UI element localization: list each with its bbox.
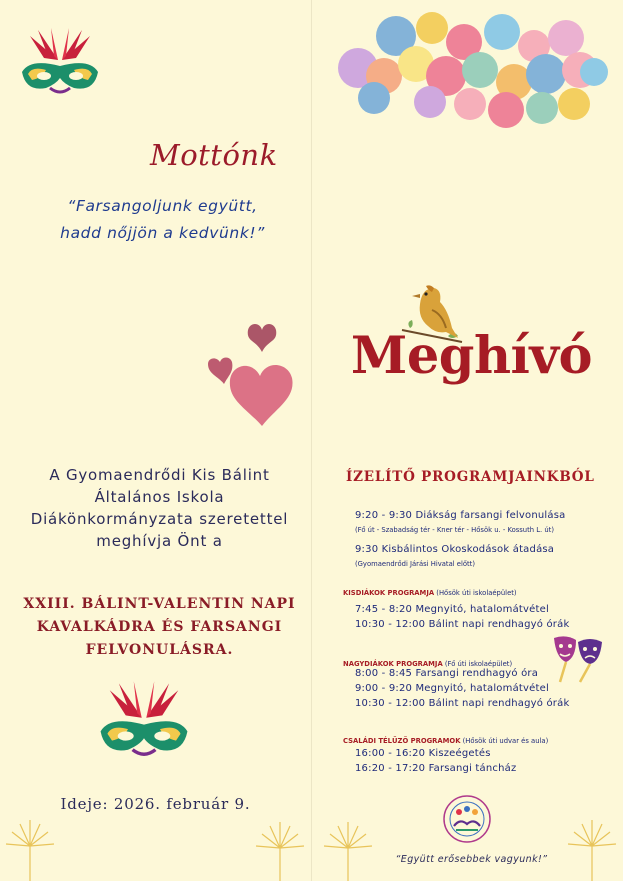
event-line-2: KAVALKÁDRA ÉS FARSANGI xyxy=(36,619,283,635)
invitation-line-2: Általános Iskola xyxy=(94,488,225,506)
invitation-line-4: meghívja Önt a xyxy=(96,532,223,550)
invitation-line-3: Diákönkormányzata szeretettel xyxy=(30,510,289,528)
event-name xyxy=(12,593,307,662)
section-name: CSALÁDI TÉLŰZŐ PROGRAMOK xyxy=(343,737,461,745)
section-name: KISDIÁKOK PROGRAMJA xyxy=(343,589,435,597)
slogan: “Együtt erősebbek vagyunk!” xyxy=(395,854,548,865)
program-item: 9:20 - 9:30 Diákság farsangi felvonulása xyxy=(355,510,566,521)
program-heading: ÍZELÍTŐ PROGRAMJAINKBÓL xyxy=(346,469,595,485)
invitation-text xyxy=(12,464,307,552)
program-item: 16:00 - 16:20 Kiszeégetés xyxy=(355,748,491,759)
section-place: (Hősök úti udvar és aula) xyxy=(462,737,549,745)
event-line-3: FELVONULÁSRA. xyxy=(85,642,234,658)
program-item: 8:00 - 8:45 Farsangi rendhagyó óra xyxy=(355,668,539,679)
section-name: NAGYDIÁKOK PROGRAMJA xyxy=(343,660,443,668)
page-title: Meghívó xyxy=(350,326,593,386)
program-item: 10:30 - 12:00 Bálint napi rendhagyó órák xyxy=(355,698,570,709)
motto-text xyxy=(30,193,295,247)
program-item-note: (Gyomaendrődi Járási Hivatal előtt) xyxy=(355,560,476,568)
section-place: (Fő úti iskolaépület) xyxy=(444,660,513,668)
invitation-line-1: A Gyomaendrődi Kis Bálint xyxy=(49,466,270,484)
theatre-masks-icon xyxy=(552,632,604,684)
section-heading-kisdiakok xyxy=(343,589,517,597)
hearts-icon xyxy=(200,318,300,430)
event-date: Ideje: 2026. február 9. xyxy=(60,795,251,813)
program-item: 9:00 - 9:20 Megnyitó, hatalomátvétel xyxy=(355,683,549,694)
firework-icon xyxy=(312,806,623,881)
section-place: (Hősök úti iskolaépület) xyxy=(436,589,517,597)
motto-title: Mottónk xyxy=(150,138,278,172)
balloons-icon xyxy=(334,12,610,136)
motto-line-2: hadd nőjjön a kedvünk!” xyxy=(60,224,265,242)
program-item-note: (Fő út - Szabadság tér - Kner tér - Hősök u. - Kossuth L. út) xyxy=(355,526,554,534)
program-item: 16:20 - 17:20 Farsangi táncház xyxy=(355,763,517,774)
program-item: 9:30 Kisbálintos Okoskodások átadása xyxy=(355,544,555,555)
program-item: 7:45 - 8:20 Megnyitó, hatalomátvétel xyxy=(355,604,549,615)
event-line-1: XXIII. BÁLINT-VALENTIN NAPI xyxy=(23,596,296,612)
fold-line xyxy=(311,0,312,881)
section-heading-csaladi xyxy=(343,737,548,745)
section-heading-nagydiakok xyxy=(343,660,512,668)
carnival-mask-icon xyxy=(96,674,192,766)
firework-icon xyxy=(0,806,311,881)
carnival-mask-icon xyxy=(18,26,102,98)
motto-line-1: “Farsangoljunk együtt, xyxy=(67,197,258,215)
program-item: 10:30 - 12:00 Bálint napi rendhagyó órák xyxy=(355,619,570,630)
